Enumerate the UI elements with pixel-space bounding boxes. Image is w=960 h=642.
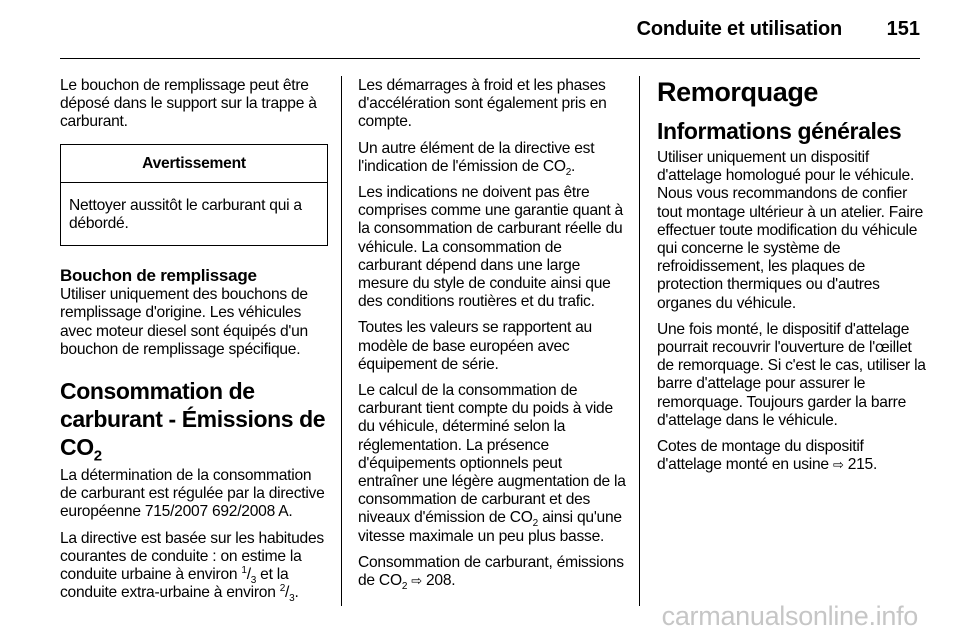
page-reference-arrow-icon: ⇨ [411, 573, 422, 589]
text-paragraph: Consommation de carburant, émissions de $CO_2$ ⇨ 208. [358, 553, 624, 593]
text-paragraph: Le calcul de la consommation de carburant tient compte du poids à vide du véhicule, déterminé selon la réglementation. La présence d'équipements optionnels peut entraîner une légère augmentation de la consommation de carburant et des niveaux d'émission de $CO_2$ ainsi qu'une vitesse maximale un peu plus basse. [358, 382, 626, 545]
warning-text: Nettoyer aussitôt le carburant qui a débordé. [69, 196, 302, 233]
subheading-general-info: Informations générales [657, 118, 902, 144]
warning-box [60, 144, 328, 247]
column-1 [60, 77, 328, 610]
consumption-paragraph: La détermination de la consommation de carburant est régulée par la directive européenne 715/2007 692/2008 A. [60, 467, 325, 521]
text-paragraph: Une fois monté, le dispositif d'attelage pourrait recouvrir l'ouverture de l'œillet de remorquage. Si c'est le cas, utiliser la barre d'attelage pour assurer le remorquage. Toujours garder la barre d'attelage dans le véhicule. [657, 320, 926, 429]
column-divider [639, 76, 640, 606]
column-2 [358, 77, 626, 598]
header-rule [60, 58, 920, 59]
text-paragraph: Les démarrages à froid et les phases d'accélération sont également pris en compte. [358, 77, 607, 131]
text-paragraph: Toutes les valeurs se rapportent au modèle de base européen avec équipement de série. [358, 319, 592, 373]
page-reference-arrow-icon: ⇨ [832, 457, 844, 473]
text-paragraph: Utiliser uniquement un dispositif d'attelage homologué pour le véhicule. Nous vous recommandons de confier tout montage ultérieur à un atelier. Faire effectuer toute modification du véhicule qui concerne le système de refroidissement, les plaques de protection thermiques ou d'autres organes du véhicule. [657, 149, 924, 312]
text-paragraph: Cotes de montage du dispositif d'attelage monté en usine ⇨ 215. [657, 438, 878, 474]
column-3 [657, 77, 929, 482]
page-reference-link[interactable]: 208. [425, 572, 456, 590]
filler-cap-intro: Le bouchon de remplissage peut être déposé dans le support sur la trappe à carburant. [60, 77, 317, 131]
watermark: carmanualsonline.info [661, 601, 918, 631]
section-heading-towing: Remorquage [657, 77, 819, 107]
warning-title: Avertissement [61, 145, 327, 183]
page-header-title: Conduite et utilisation [636, 18, 842, 40]
section-heading-filler-cap: Bouchon de remplissage [60, 266, 257, 286]
filler-cap-text: Utiliser uniquement des bouchons de remplissage d'origine. Les véhicules avec moteur diesel sont équipés d'un bouchon de remplissage spécifique. [60, 286, 308, 358]
page-reference-link[interactable]: 215. [847, 456, 878, 474]
text-paragraph: Les indications ne doivent pas être comprises comme une garantie quant à la consommation de carburant réelle du véhicule. La consommation de carburant dépend dans une large mesure du style de conduite ainsi que des conditions routières et du trafic. [358, 184, 623, 311]
section-heading-consumption: Consommation de carburant - Émissions de $CO_2$ [60, 378, 326, 465]
column-divider [341, 76, 342, 606]
consumption-paragraph: La directive est basée sur les habitudes courantes de conduite : on estime la conduite urbaine à environ $^1/_3$ et la conduite extra-urbaine à environ $^2/_3$. [60, 529, 324, 605]
text-paragraph: Un autre élément de la directive est l'indication de l'émission de $CO_2$. [358, 139, 595, 178]
page-number: 151 [886, 18, 920, 40]
